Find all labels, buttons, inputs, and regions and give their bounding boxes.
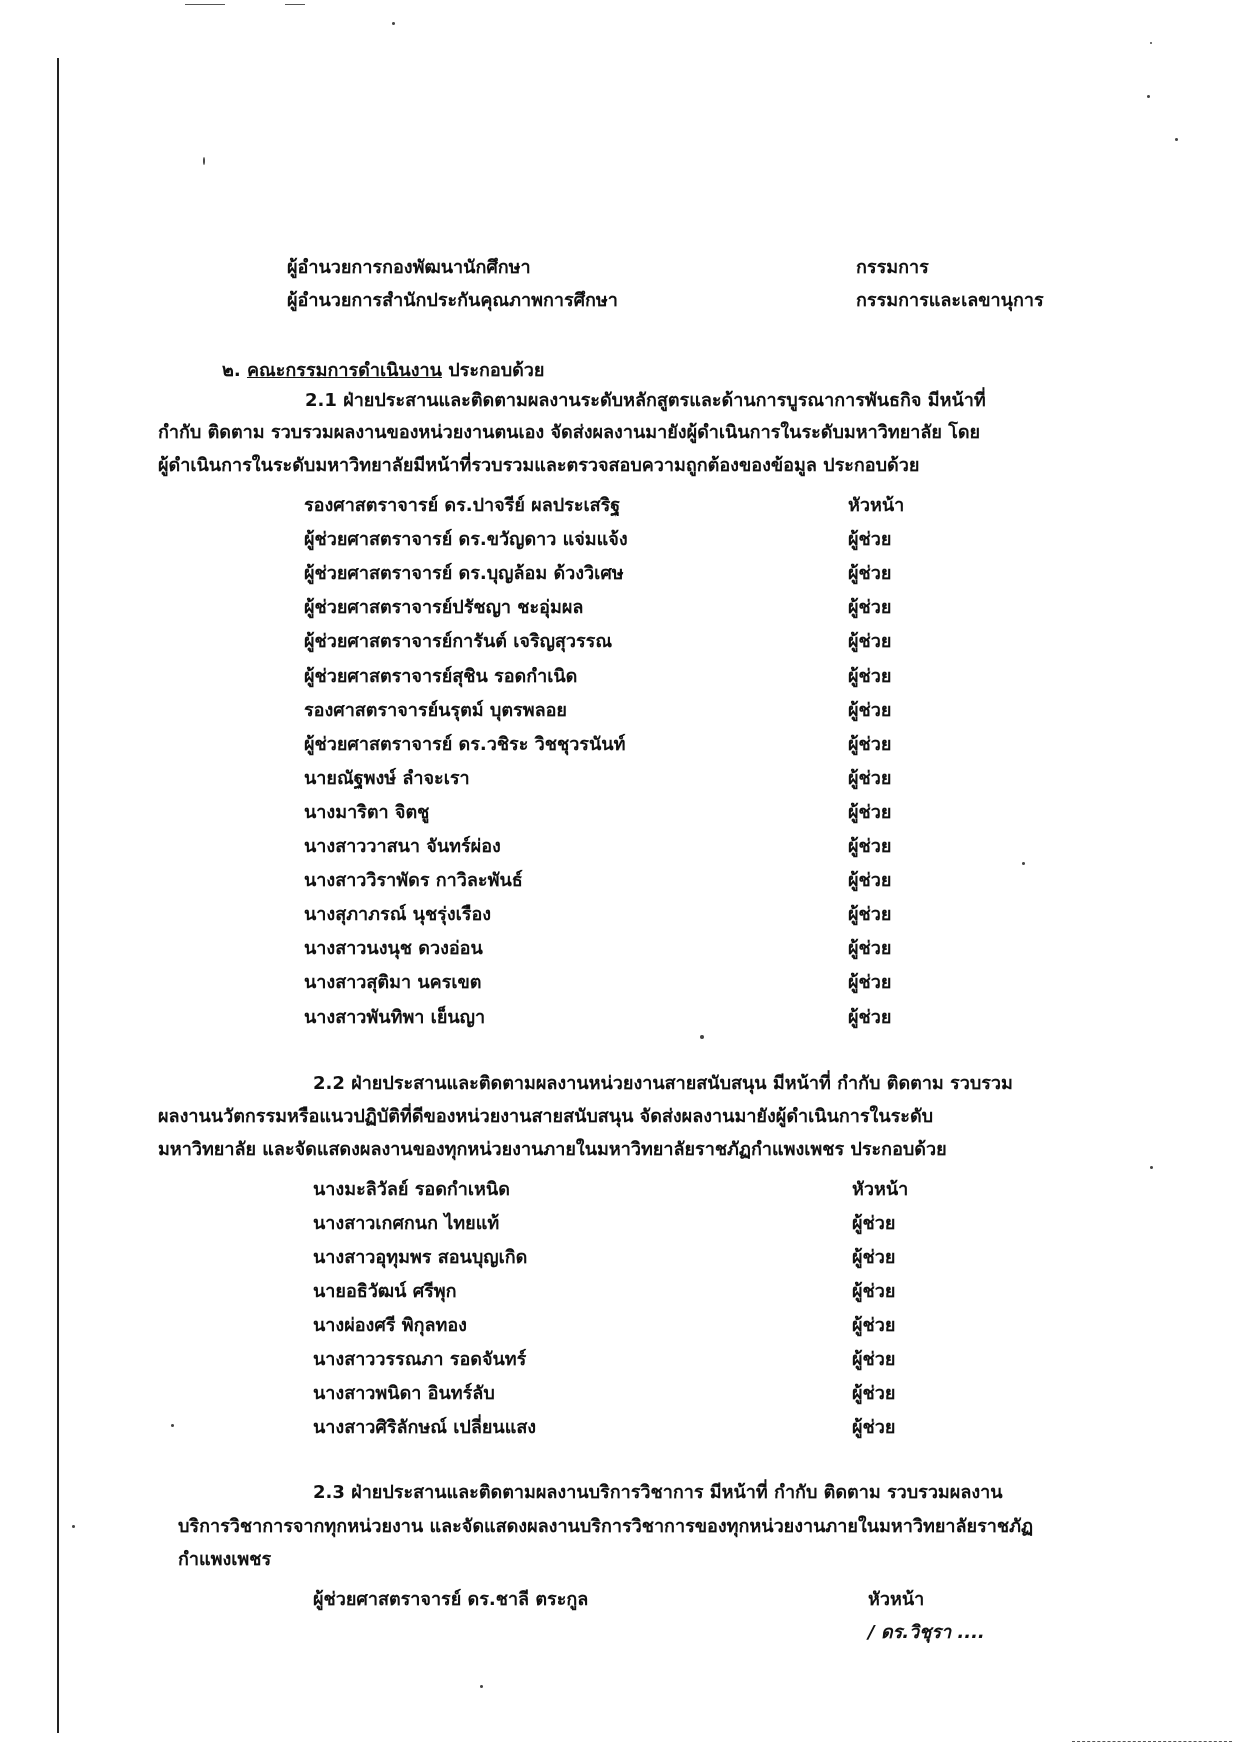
member-row (0, 1002, 1234, 1032)
member-name: รองศาสตราจารย์ ดร.ปาจรีย์ ผลประเสริฐ (304, 495, 621, 516)
paragraph-line: ผลงานนวัตกรรมหรือแนวปฏิบัติที่ดีของหน่วยงานสายสนับสนุน จัดส่งผลงานมายังผู้ดำเนินการในระดับ (158, 1106, 934, 1127)
member-role: ผู้ช่วย (852, 1383, 896, 1404)
member-role: ผู้ช่วย (848, 801, 892, 823)
member-role: ผู้ช่วย (848, 733, 892, 755)
member-role: หัวหน้า (848, 495, 905, 516)
member-name: ผู้อำนวยการกองพัฒนานักศึกษา (287, 257, 531, 278)
member-role: กรรมการและเลขานุการ (856, 290, 1044, 311)
member-name: นางสาวสุติมา นครเขต (304, 972, 482, 994)
member-role: ผู้ช่วย (848, 836, 892, 857)
scan-artifact (203, 157, 205, 165)
member-row (0, 524, 1234, 554)
handwritten-note: / ดร.วิชุรา .... (868, 1622, 985, 1643)
member-role: ผู้ช่วย (848, 767, 892, 789)
scan-artifact (700, 1035, 704, 1039)
paragraph-line: กำกับ ติดตาม รวบรวมผลงานของหน่วยงานตนเอง จัดส่งผลงานมายังผู้ดำเนินการในระดับมหาวิทยาลัย โดย (158, 422, 981, 443)
scan-artifact (1150, 42, 1152, 44)
paragraph-line: 2.1 ฝ่ายประสานและติดตามผลงานระดับหลักสูตรและด้านการบูรณาการพันธกิจ มีหน้าที่ (305, 390, 986, 411)
member-role: ผู้ช่วย (852, 1213, 896, 1234)
member-name: นางสุภาภรณ์ นุชรุ่งเรือง (304, 904, 492, 926)
member-row (0, 865, 1234, 895)
member-row (0, 899, 1234, 929)
member-name: นางสาวพันทิพา เย็นญา (304, 1006, 486, 1028)
member-name: ผู้อำนวยการสำนักประกันคุณภาพการศึกษา (287, 290, 618, 311)
member-role: ผู้ช่วย (852, 1281, 896, 1302)
member-role: หัวหน้า (852, 1179, 909, 1200)
member-row (0, 626, 1234, 656)
member-name: นางสาวเกศกนก ไทยแท้ (313, 1213, 500, 1234)
member-name: นางสาววรรณภา รอดจันทร์ (313, 1349, 527, 1370)
member-row (0, 1378, 1234, 1408)
member-role: หัวหน้า (868, 1589, 925, 1610)
member-name: นางผ่องศรี พิกุลทอง (313, 1315, 467, 1336)
member-row (0, 661, 1234, 691)
paragraph-line: ผู้ดำเนินการในระดับมหาวิทยาลัยมีหน้าที่รวบรวมและตรวจสอบความถูกต้องของข้อมูล ประกอบด้วย (158, 455, 920, 476)
member-role: ผู้ช่วย (852, 1315, 896, 1336)
section-title: คณะกรรมการดำเนินงาน (246, 360, 442, 381)
paragraph-line: 2.2 ฝ่ายประสานและติดตามผลงานหน่วยงานสายสนับสนุน มีหน้าที่ กำกับ ติดตาม รวบรวม (313, 1073, 1013, 1094)
member-name: นางมาริตา จิตชู (304, 801, 430, 823)
member-row (0, 729, 1234, 759)
member-row (0, 763, 1234, 793)
paragraph-line: บริการวิชาการจากทุกหน่วยงาน และจัดแสดงผลงานบริการวิชาการของทุกหน่วยงานภายในมหาวิทยาลัยราชภัฏ (178, 1516, 1034, 1537)
member-row (0, 1584, 1234, 1614)
member-role: ผู้ช่วย (848, 597, 892, 619)
member-row (0, 1242, 1234, 1272)
scan-artifact (1175, 138, 1178, 141)
member-row (0, 1174, 1234, 1204)
member-name: ผู้ช่วยศาสตราจารย์ ดร.วชิระ วิชชุวรนันท์ (304, 733, 626, 755)
paragraph-line: 2.3 ฝ่ายประสานและติดตามผลงานบริการวิชาการ มีหน้าที่ กำกับ ติดตาม รวบรวมผลงาน (313, 1482, 1003, 1503)
member-role: ผู้ช่วย (848, 529, 892, 551)
member-row (0, 797, 1234, 827)
handwritten-note-row (0, 1617, 1234, 1647)
member-name: นางสาวนงนุช ดวงอ่อน (304, 938, 483, 960)
member-role: ผู้ช่วย (848, 1006, 892, 1028)
member-row (0, 592, 1234, 622)
member-name: ผู้ช่วยศาสตราจารย์การันต์ เจริญสุวรรณ (304, 631, 613, 653)
scan-artifact (392, 22, 395, 25)
member-row (0, 1276, 1234, 1306)
member-role: กรรมการ (856, 257, 929, 278)
member-role: ผู้ช่วย (848, 631, 892, 653)
member-role: ผู้ช่วย (848, 699, 892, 721)
member-name: รองศาสตราจารย์นรุตม์ บุตรพลอย (304, 699, 567, 721)
member-row (0, 967, 1234, 997)
member-row (0, 490, 1234, 520)
member-row (0, 1310, 1234, 1340)
paragraph-line: กำแพงเพชร (178, 1549, 272, 1570)
member-name: นางสาววาสนา จันทร์ผ่อง (304, 836, 501, 857)
scan-artifact (285, 4, 305, 5)
member-name: นางมะลิวัลย์ รอดกำเหนิด (313, 1179, 510, 1200)
member-role: ผู้ช่วย (848, 870, 892, 892)
member-row (0, 933, 1234, 963)
member-role: ผู้ช่วย (848, 563, 892, 585)
section-title-suffix: ประกอบด้วย (448, 360, 545, 381)
member-name: ผู้ช่วยศาสตราจารย์ ดร.ขวัญดาว แจ่มแจ้ง (304, 529, 628, 551)
member-row (0, 831, 1234, 861)
member-name: นางสาวพนิดา อินทร์ลับ (313, 1383, 495, 1404)
member-name: ผู้ช่วยศาสตราจารย์ปรัชญา ชะอุ่มผล (304, 597, 584, 619)
member-row (0, 252, 1234, 282)
member-role: ผู้ช่วย (848, 972, 892, 994)
member-name: นางสาวศิริลักษณ์ เปลี่ยนแสง (313, 1417, 537, 1438)
member-name: ผู้ช่วยศาสตราจารย์สุชิน รอดกำเนิด (304, 665, 578, 687)
member-role: ผู้ช่วย (852, 1417, 896, 1438)
member-name: นางสาววิราพัดร กาวิละพันธ์ (304, 870, 523, 892)
member-row (0, 1412, 1234, 1442)
member-role: ผู้ช่วย (848, 665, 892, 687)
member-role: ผู้ช่วย (852, 1349, 896, 1370)
section-number: ๒. (222, 360, 241, 381)
member-row (0, 695, 1234, 725)
section-heading (0, 355, 1234, 385)
scan-artifact (1150, 1166, 1153, 1169)
scan-artifact (480, 1685, 483, 1688)
member-name: ผู้ช่วยศาสตราจารย์ ดร.บุญล้อม ด้วงวิเศษ (304, 563, 624, 585)
member-name: นายณัฐพงษ์ ลำจะเรา (304, 767, 470, 789)
scan-artifact (1147, 95, 1150, 98)
member-row (0, 1344, 1234, 1374)
member-role: ผู้ช่วย (852, 1247, 896, 1268)
member-name: ผู้ช่วยศาสตราจารย์ ดร.ชาลี ตระกูล (313, 1589, 589, 1610)
member-role: ผู้ช่วย (848, 938, 892, 960)
member-row (0, 558, 1234, 588)
member-name: นายอธิวัฒน์ ศรีพุก (313, 1281, 457, 1302)
member-row (0, 1208, 1234, 1238)
member-name: นางสาวอุทุมพร สอนบุญเกิด (313, 1247, 528, 1268)
scan-artifact (72, 1525, 75, 1528)
scan-artifact (185, 4, 225, 5)
scan-artifact (1072, 1741, 1232, 1743)
member-row (0, 285, 1234, 315)
member-role: ผู้ช่วย (848, 904, 892, 926)
paragraph-line: มหาวิทยาลัย และจัดแสดงผลงานของทุกหน่วยงานภายในมหาวิทยาลัยราชภัฏกำแพงเพชร ประกอบด้วย (158, 1139, 947, 1160)
